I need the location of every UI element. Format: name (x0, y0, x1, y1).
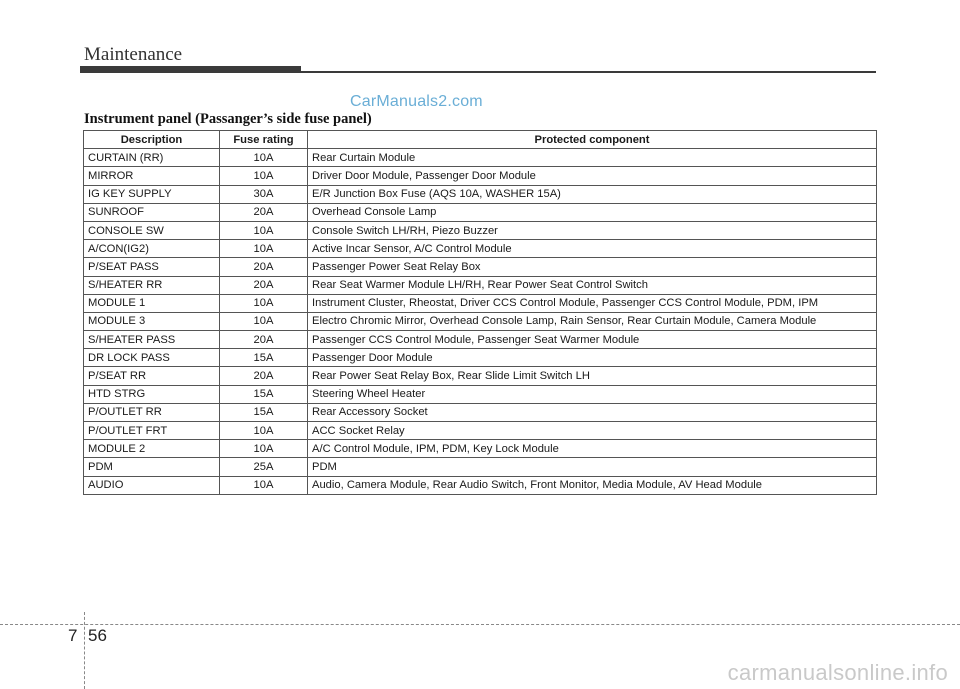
fuse-description: A/CON(IG2) (84, 240, 220, 258)
protected-component: PDM (308, 458, 877, 476)
table-row (84, 294, 877, 312)
fuse-description: PDM (84, 458, 220, 476)
fuse-rating: 10A (220, 240, 308, 258)
fuse-description: MIRROR (84, 167, 220, 185)
page-number: 56 (88, 626, 107, 645)
protected-component: Passenger Power Seat Relay Box (308, 258, 877, 276)
fuse-description: P/SEAT PASS (84, 258, 220, 276)
fuse-description: IG KEY SUPPLY (84, 185, 220, 203)
protected-component: Audio, Camera Module, Rear Audio Switch, Front Monitor, Media Module, AV Head Module (308, 476, 877, 494)
fuse-rating: 20A (220, 258, 308, 276)
table-row (84, 312, 877, 330)
fuse-description: MODULE 2 (84, 440, 220, 458)
header-rule-thick (80, 66, 301, 73)
fuse-description: P/OUTLET FRT (84, 422, 220, 440)
table-row (84, 403, 877, 421)
protected-component: Driver Door Module, Passenger Door Module (308, 167, 877, 185)
protected-component: Rear Seat Warmer Module LH/RH, Rear Power Seat Control Switch (308, 276, 877, 294)
protected-component: Steering Wheel Heater (308, 385, 877, 403)
table-body (84, 149, 877, 495)
fuse-table (83, 130, 877, 495)
header-rule-thin (301, 71, 876, 73)
table-row (84, 167, 877, 185)
protected-component: E/R Junction Box Fuse (AQS 10A, WASHER 15A) (308, 185, 877, 203)
protected-component: Passenger Door Module (308, 349, 877, 367)
fuse-rating: 10A (220, 476, 308, 494)
protected-component: Electro Chromic Mirror, Overhead Console Lamp, Rain Sensor, Rear Curtain Module, Camera Module (308, 312, 877, 330)
footer-dashed-rule (0, 624, 960, 625)
table-row (84, 331, 877, 349)
table-row (84, 476, 877, 494)
protected-component: Rear Accessory Socket (308, 403, 877, 421)
table-row (84, 276, 877, 294)
protected-component: Rear Power Seat Relay Box, Rear Slide Limit Switch LH (308, 367, 877, 385)
fuse-rating: 10A (220, 422, 308, 440)
fuse-description: S/HEATER RR (84, 276, 220, 294)
table-row (84, 458, 877, 476)
fuse-rating: 15A (220, 403, 308, 421)
table-row (84, 367, 877, 385)
fuse-rating: 10A (220, 440, 308, 458)
table-row (84, 240, 877, 258)
protected-component: Console Switch LH/RH, Piezo Buzzer (308, 221, 877, 239)
protected-component: ACC Socket Relay (308, 422, 877, 440)
table-row (84, 203, 877, 221)
section-title: Instrument panel (Passanger’s side fuse panel) (84, 111, 372, 127)
table-row (84, 349, 877, 367)
fuse-rating: 10A (220, 294, 308, 312)
fuse-description: SUNROOF (84, 203, 220, 221)
fuse-rating: 25A (220, 458, 308, 476)
table-header-row (84, 131, 877, 149)
fuse-description: MODULE 1 (84, 294, 220, 312)
fuse-rating: 20A (220, 203, 308, 221)
protected-component: Passenger CCS Control Module, Passenger Seat Warmer Module (308, 331, 877, 349)
fuse-rating: 20A (220, 276, 308, 294)
fuse-rating: 15A (220, 349, 308, 367)
table-row (84, 185, 877, 203)
fuse-description: MODULE 3 (84, 312, 220, 330)
fuse-description: P/SEAT RR (84, 367, 220, 385)
protected-component: Overhead Console Lamp (308, 203, 877, 221)
fuse-rating: 15A (220, 385, 308, 403)
column-header-protected-component: Protected component (308, 131, 877, 149)
column-header-fuse-rating: Fuse rating (220, 131, 308, 149)
fuse-rating: 10A (220, 149, 308, 167)
table-row (84, 422, 877, 440)
protected-component: A/C Control Module, IPM, PDM, Key Lock Module (308, 440, 877, 458)
watermark-top: CarManuals2.com (350, 93, 483, 110)
table-row (84, 440, 877, 458)
chapter-number: 7 (68, 626, 78, 645)
fuse-rating: 20A (220, 367, 308, 385)
footer-page-divider (84, 612, 85, 689)
table-row (84, 149, 877, 167)
fuse-rating: 10A (220, 221, 308, 239)
table-row (84, 385, 877, 403)
watermark-bottom: carmanualsonline.info (727, 660, 948, 685)
fuse-description: S/HEATER PASS (84, 331, 220, 349)
table-row (84, 258, 877, 276)
fuse-rating: 10A (220, 167, 308, 185)
page-header-title: Maintenance (84, 44, 183, 65)
protected-component: Active Incar Sensor, A/C Control Module (308, 240, 877, 258)
protected-component: Instrument Cluster, Rheostat, Driver CCS Control Module, Passenger CCS Control Module, PDM, IPM (308, 294, 877, 312)
fuse-description: CONSOLE SW (84, 221, 220, 239)
fuse-description: DR LOCK PASS (84, 349, 220, 367)
fuse-description: HTD STRG (84, 385, 220, 403)
fuse-rating: 30A (220, 185, 308, 203)
fuse-description: AUDIO (84, 476, 220, 494)
protected-component: Rear Curtain Module (308, 149, 877, 167)
fuse-description: CURTAIN (RR) (84, 149, 220, 167)
column-header-description: Description (84, 131, 220, 149)
fuse-description: P/OUTLET RR (84, 403, 220, 421)
table-row (84, 221, 877, 239)
fuse-rating: 10A (220, 312, 308, 330)
fuse-rating: 20A (220, 331, 308, 349)
